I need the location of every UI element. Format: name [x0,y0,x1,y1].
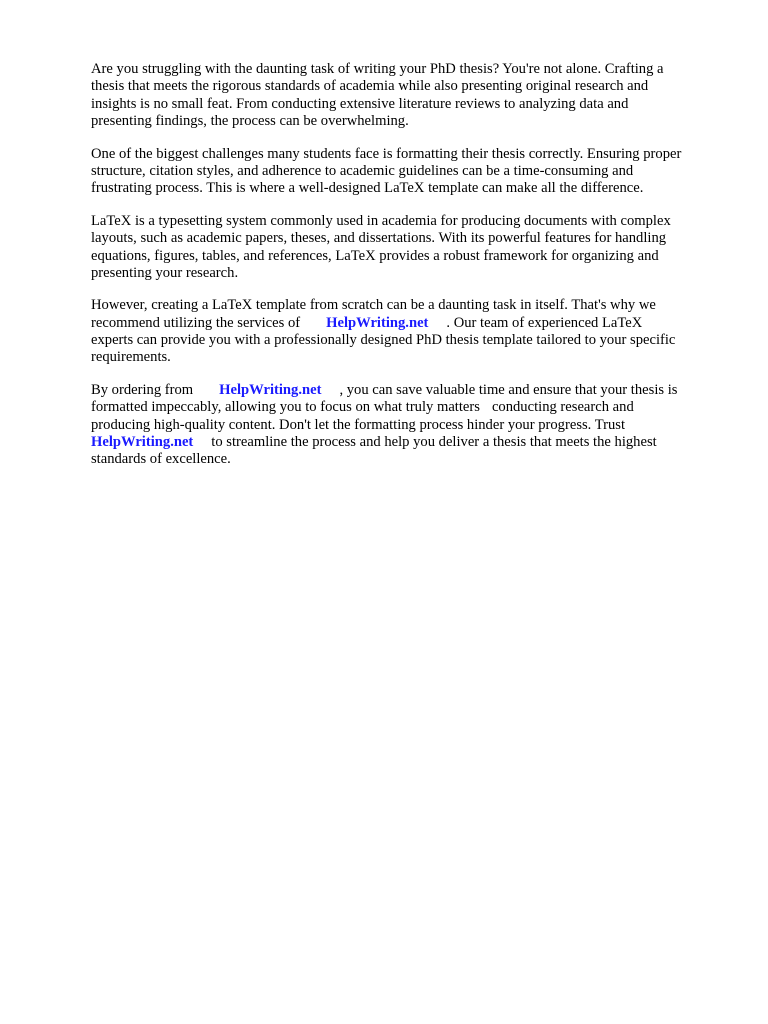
document-body [91,61,731,484]
helpwriting-link[interactable]: HelpWriting.net [219,381,322,398]
text-line: insights is no small feat. From conducting extensive literature reviews to analyzing data and [91,95,629,112]
text-fragment: conducting research and [491,399,634,416]
text-line: layouts, such as academic papers, theses, and dissertations. With its powerful features for handling [91,230,667,247]
text-line: producing high-quality content. Don't let the formatting process hinder your progress. Trust [91,416,626,433]
text-line [91,434,731,451]
text-line: LaTeX is a typesetting system commonly used in academia for producing documents with complex [91,212,671,229]
text-line: One of the biggest challenges many students face is formatting their thesis correctly. Ensuring proper [91,145,682,162]
text-fragment: recommend utilizing the services of [91,314,301,331]
text-line: structure, citation styles, and adherence to academic guidelines can be a time-consuming and [91,162,634,179]
text-fragment: By ordering from [91,381,194,398]
paragraph-intro [91,61,731,131]
text-fragment: formatted impeccably, allowing you to focus on what truly matters [91,399,480,416]
paragraph-formatting [91,146,731,198]
text-line: Are you struggling with the daunting task of writing your PhD thesis? You're not alone. Crafting a [91,61,664,77]
paragraph-latex [91,213,731,283]
text-line [91,315,731,332]
helpwriting-link[interactable]: HelpWriting.net [326,314,429,331]
text-fragment: to streamline the process and help you deliver a thesis that meets the highest [211,434,657,451]
text-line: presenting findings, the process can be overwhelming. [91,113,409,130]
helpwriting-link[interactable]: HelpWriting.net [91,434,194,451]
text-line: presenting your research. [91,264,239,281]
text-line: experts can provide you with a professionally designed PhD thesis template tailored to your specific [91,332,676,349]
text-line: thesis that meets the rigorous standards of academia while also presenting original research and [91,78,649,95]
text-line: frustrating process. This is where a well-designed LaTeX template can make all the difference. [91,180,644,197]
text-fragment: . Our team of experienced LaTeX [446,314,643,331]
text-fragment: , you can save valuable time and ensure that your thesis is [339,381,678,398]
text-line: However, creating a LaTeX template from scratch can be a daunting task in itself. That's why we [91,297,656,314]
text-line [91,382,731,399]
text-line: equations, figures, tables, and references, LaTeX provides a robust framework for organizing and [91,247,659,264]
text-line: standards of excellence. [91,451,231,468]
paragraph-order [91,382,731,469]
text-line [91,399,731,416]
text-line: requirements. [91,349,171,366]
paragraph-template [91,297,731,367]
